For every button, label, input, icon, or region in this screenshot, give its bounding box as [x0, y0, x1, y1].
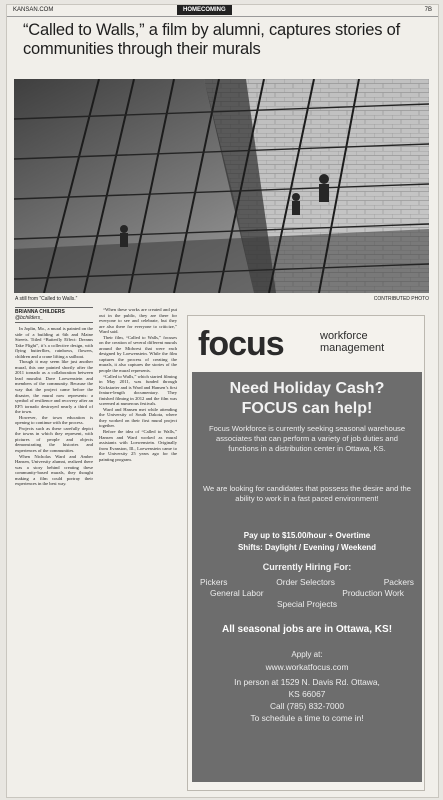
paragraph: Before the idea of “Called to Walls,” Hansen and Ward worked as mural assistants with Loewenstein. Originally from Evanston, Ill., Loewenstein came to the University 25 years ago for the painting program. [99, 429, 177, 462]
page-number: 7B [424, 7, 432, 13]
site-name: KANSAN.COM [13, 7, 54, 13]
role-item: Packers [383, 577, 414, 587]
ad-location-note: All seasonal jobs are in Ottawa, KS! [221, 624, 393, 635]
paragraph: Though it may seem like just another mural, this one painted shortly after the 2011 tornado as a collaboration between lead muralist Dave Loewenstein and members of the community. Because the way that the project came before the disaster, the mural now represents: a symbol of resilience and recovery after an EF5 tornado destroyed nearly a third of the town. [15, 359, 93, 415]
ad-headline: Need Holiday Cash? [229, 380, 385, 397]
page-header [7, 5, 438, 17]
photo-illustration [14, 79, 429, 293]
role-item: Order Selectors [276, 577, 335, 587]
photo-caption-row [15, 295, 429, 303]
section-label: HOMECOMING [177, 5, 232, 15]
role-item: Special Projects [276, 599, 338, 609]
ad-website: www.workatfocus.com [265, 662, 349, 672]
ad-shifts: Shifts: Daylight / Evening / Weekend [237, 543, 377, 552]
roles-row-1 [200, 577, 414, 588]
roles-row-3 [200, 599, 414, 610]
ad-schedule: To schedule a time to come in! [250, 713, 364, 723]
upper-columns-row [183, 307, 431, 315]
ad-description: Focus Workforce is currently seeking seasonal warehouse associates that can perform a variety of job duties and functions in a distribution center in Ottawa, KS. [208, 424, 406, 454]
ad-pay: Pay up to $15.00/hour + Overtime [243, 531, 371, 540]
ad-candidates: We are looking for candidates that possess the desire and the ability to work in a fast paced environment! [203, 484, 411, 504]
focus-advertisement [187, 315, 425, 791]
focus-logo [194, 322, 420, 364]
article-headline: “Called to Walls,” a film by alumni, captures stories of communities through their murals [23, 21, 400, 58]
ad-phone: Call (785) 832-7000 [269, 701, 345, 711]
ad-panel [192, 372, 422, 782]
col3-first-line [183, 307, 261, 315]
ad-roles [200, 577, 414, 610]
logo-subtitle-1: workforce [320, 330, 368, 342]
paragraph: Ward and Hansen met while attending the University of South Dakota, where they worked on their first mural project together. [99, 406, 177, 429]
paragraph: “Called to Walls,” which started filming in May 2011, was funded through Kickstarter and is Ward and Hansen’s first feature-length documentary. They finished filming in 2012 and the film was screened at numerous festivals. [99, 373, 177, 407]
role-item: General Labor [210, 588, 264, 598]
paragraph: “When these works are created and put out in the public, they are there for everyone to see and celebrate, but they are also there for everyone to criticize,” Ward said. [99, 307, 177, 335]
ad-subheadline: FOCUS can help! [241, 400, 373, 417]
photo-credit: CONTRIBUTED PHOTO [373, 296, 429, 302]
paragraph: In Joplin, Mo., a mural is painted on the side of a building at 6th and Maine Streets. Titled “Butterfly Effect: Dreams Take Flight”, it’s a collective design, with flying butterflies, rainbows, flowers, children and a crane lifting a sailboat. [15, 326, 93, 359]
article-column-1 [15, 307, 93, 795]
byline-name: BRIANNA CHILDERS [15, 309, 65, 315]
newspaper-page [6, 4, 439, 798]
paragraph: When Nicholas Ward and Amber Hansen, University alumni, realized there was a story behind creating these community-based murals, they thought making a film could portray their experiences in the best way. [15, 453, 93, 487]
role-item: Pickers [200, 577, 228, 587]
byline-handle: @bchilders_ [15, 315, 43, 321]
ad-hiring-title: Currently Hiring For: [262, 562, 352, 572]
paragraph: However, the town education is opening to continue with the process. [15, 414, 93, 426]
paragraph: Their film, “Called to Walls,” focuses on the creation of several different murals around the Midwest that were each designed by Loewenstein. While the film captures the process of creating the murals, it also captures the stories of the people the mural represents. [99, 334, 177, 374]
paragraph: Projects such as these carefully depict the towns in which they represent, with pictures of people and objects demonstrating the histories and experiences of the communities. [15, 425, 93, 454]
article-column-2 [99, 307, 177, 795]
mural-photo [14, 79, 429, 293]
role-item: Production Work [342, 588, 404, 598]
roles-row-2 [200, 588, 414, 599]
ad-apply-label: Apply at: [291, 650, 323, 659]
photo-caption: A still from “Called to Walls.” [15, 296, 78, 302]
ad-address: In person at 1529 N. Davis Rd. Ottawa, [234, 677, 380, 687]
logo-word: focus [198, 325, 284, 363]
ad-city: KS 66067 [288, 689, 326, 699]
logo-subtitle-2: management [320, 342, 385, 354]
byline [15, 307, 93, 323]
